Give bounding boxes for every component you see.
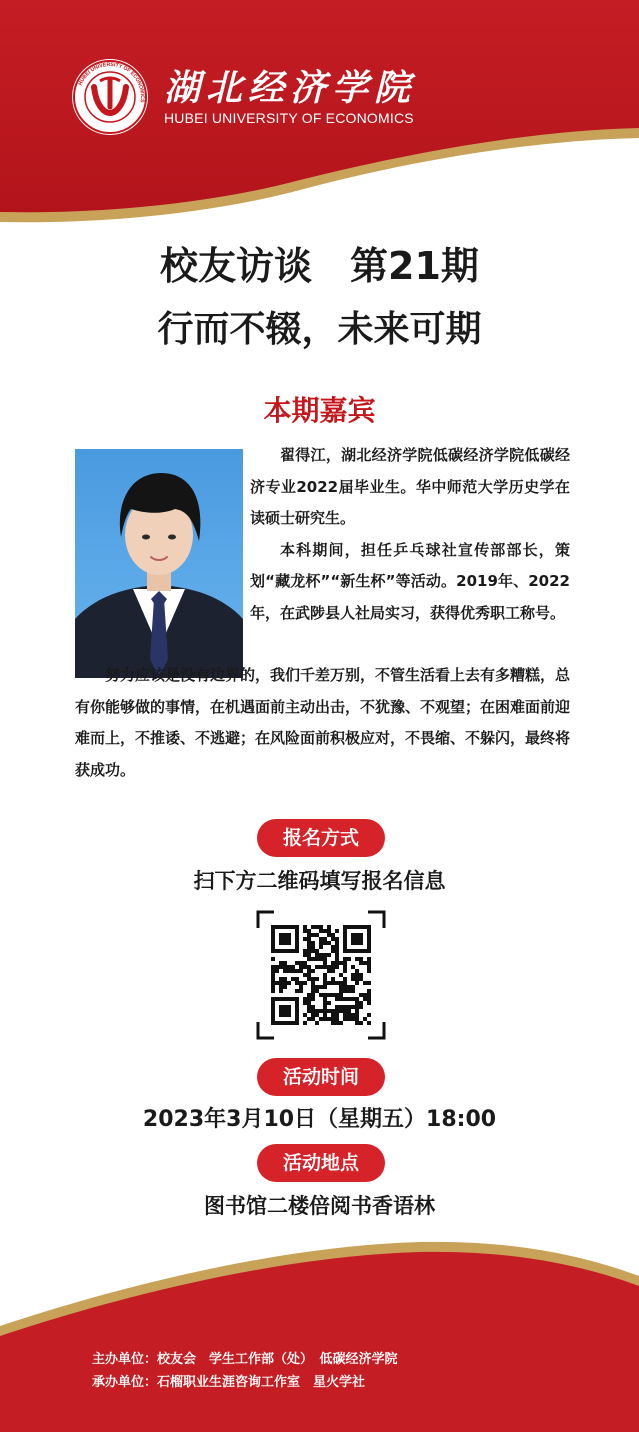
- logo-ring-text: HUBEI UNIVERSITY OF ECONOMICS: [77, 61, 146, 103]
- guest-heading: 本期嘉宾: [263, 394, 376, 427]
- organizing-units: 承办单位：石榴职业生涯咨询工作室 星火学社: [92, 1375, 366, 1390]
- guest-photo: [75, 449, 243, 678]
- university-logo: [70, 57, 150, 137]
- bio-paragraph-3: 努力应该是没有边界的，我们千差万别，不管生活看上去有多糟糕，总有你能够做的事情，在机遇面前主动出击，不犹豫、不观望；在困难面前迎难而上，不推诿、不逃避；在风险面前积极应对，不畏缩、不躲闪，最终将获成功。: [75, 666, 571, 779]
- registration-label: 报名方式: [257, 819, 385, 857]
- host-organizations: 主办单位：校友会 学生工作部（处） 低碳经济学院: [92, 1352, 398, 1367]
- page-subtitle: 行而不辍，未来可期: [157, 309, 482, 350]
- bio-paragraph-1: 翟得江，湖北经济学院低碳经济学院低碳经济专业2022届毕业生。华中师范大学历史学在读硕士研究生。: [250, 446, 570, 527]
- footer-banner: [0, 1230, 639, 1432]
- event-location-value: 图书馆二楼倍阅书香语林: [204, 1194, 435, 1218]
- event-time-value: 2023年3月10日（星期五）18:00: [142, 1107, 497, 1132]
- guest-bio: [250, 440, 570, 629]
- school-name-cn: 湖北经济学院: [164, 67, 417, 109]
- school-name-en: HUBEI UNIVERSITY OF ECONOMICS: [164, 110, 414, 126]
- bio-paragraph-2: 本科期间，担任乒乓球社宣传部部长，策划“藏龙杯”“新生杯”等活动。2019年、2022年，在武陟县人社局实习，获得优秀职工称号。: [250, 540, 570, 622]
- event-location-label: 活动地点: [257, 1144, 385, 1182]
- page-title: 校友访谈 第21期: [160, 244, 479, 288]
- guest-quote: [75, 660, 570, 786]
- event-time-label: 活动时间: [257, 1058, 385, 1096]
- registration-qr-code[interactable]: [256, 910, 386, 1040]
- registration-instructions: 扫下方二维码填写报名信息: [193, 869, 446, 893]
